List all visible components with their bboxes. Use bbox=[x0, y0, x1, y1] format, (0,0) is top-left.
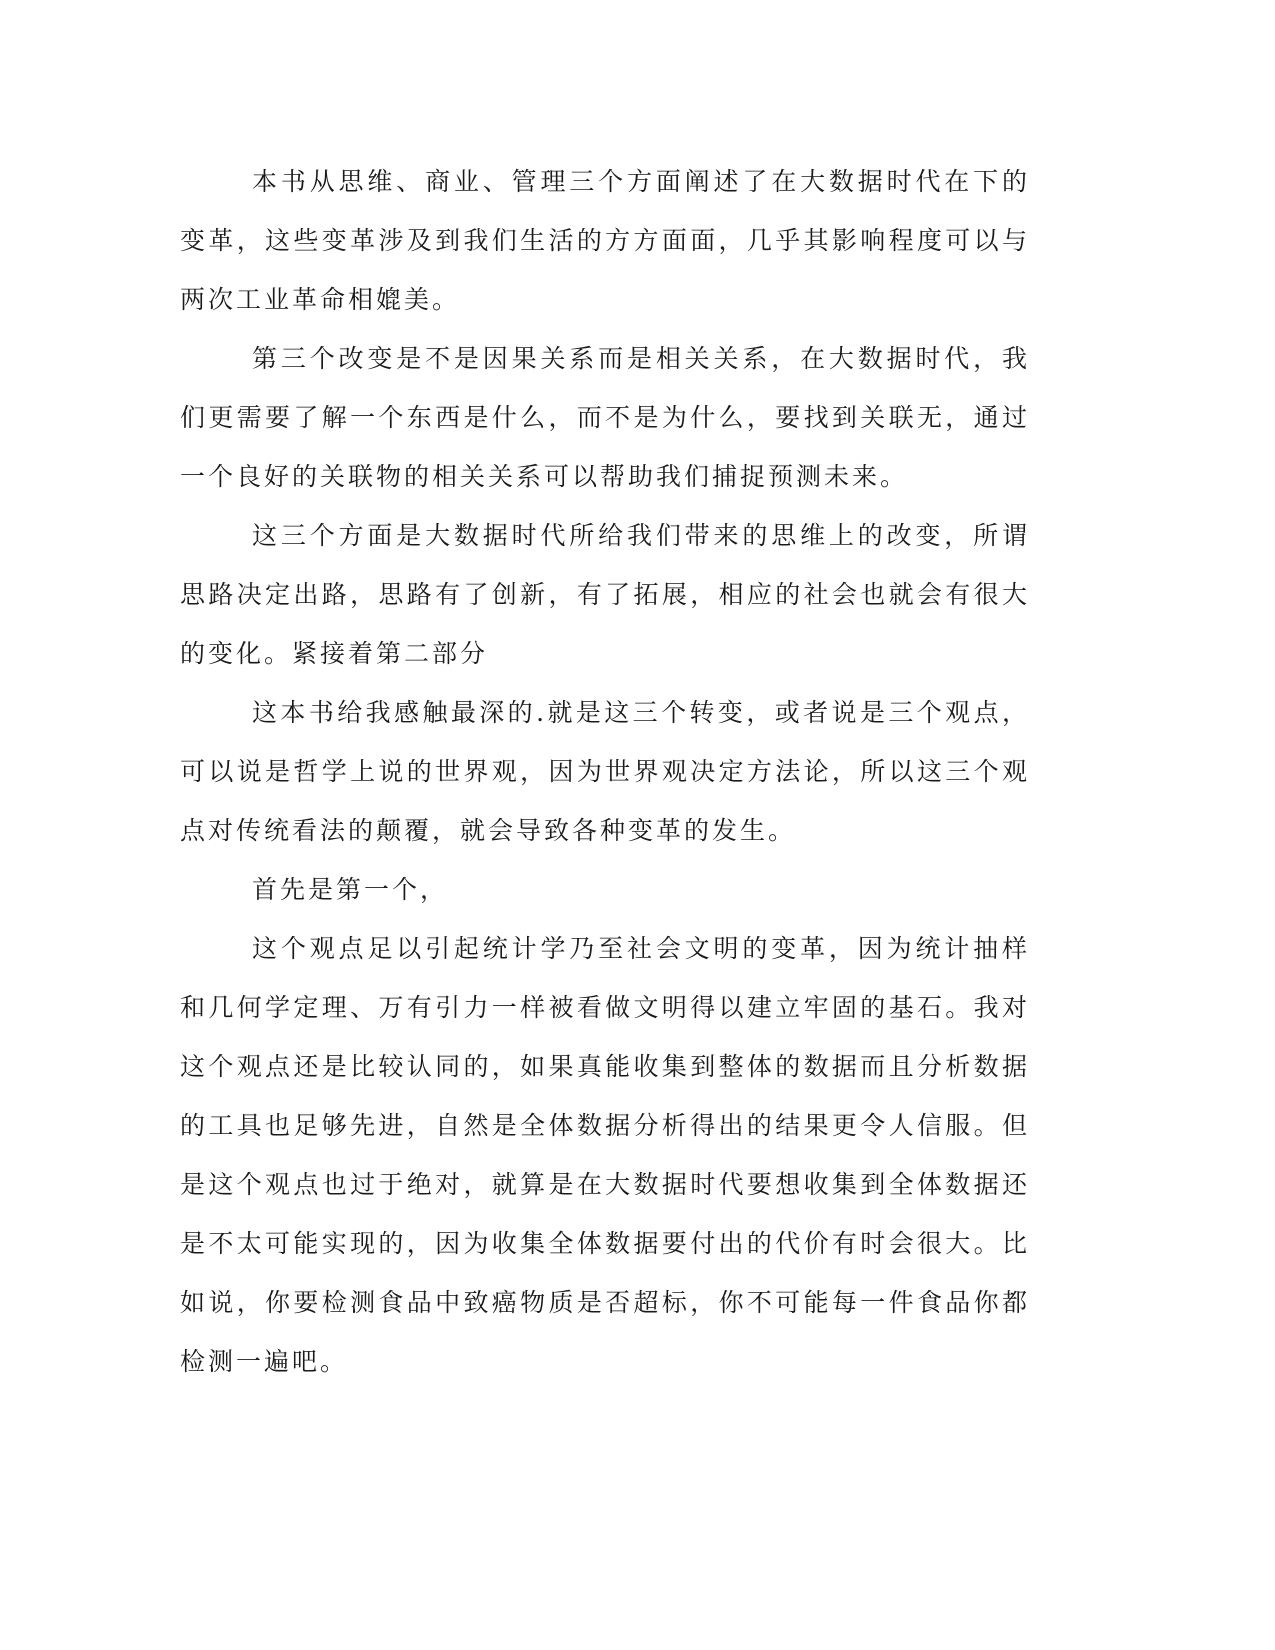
paragraph-6: 这个观点足以引起统计学乃至社会文明的变革，因为统计抽样和几何学定理、万有引力一样被看做文明得以建立牢固的基石。我对这个观点还是比较认同的，如果真能收集到整体的数据而且分析数据的工具也足够先进，自然是全体数据分析得出的结果更令人信服。但是这个观点也过于绝对，就算是在大数据时代要想收集到全体数据还是不太可能实现的，因为收集全体数据要付出的代价有时会很大。比如说，你要检测食品中致癌物质是否超标，你不可能每一件食品你都检测一遍吧。 bbox=[180, 934, 1030, 1376]
document-body bbox=[180, 152, 1030, 1391]
paragraph-5: 首先是第一个， bbox=[252, 875, 449, 904]
paragraph-4: 这本书给我感触最深的.就是这三个转变，或者说是三个观点，可以说是哲学上说的世界观，因为世界观决定方法论，所以这三个观点对传统看法的颠覆，就会导致各种变革的发生。 bbox=[180, 698, 1030, 845]
paragraph-3: 这三个方面是大数据时代所给我们带来的思维上的改变，所谓思路决定出路，思路有了创新，有了拓展，相应的社会也就会有很大的变化。紧接着第二部分 bbox=[180, 521, 1030, 668]
paragraph-2: 第三个改变是不是因果关系而是相关关系，在大数据时代，我们更需要了解一个东西是什么，而不是为什么，要找到关联无，通过一个良好的关联物的相关关系可以帮助我们捕捉预测未来。 bbox=[180, 344, 1030, 491]
paragraph-1: 本书从思维、商业、管理三个方面阐述了在大数据时代在下的变革，这些变革涉及到我们生活的方方面面，几乎其影响程度可以与两次工业革命相媲美。 bbox=[180, 167, 1030, 314]
